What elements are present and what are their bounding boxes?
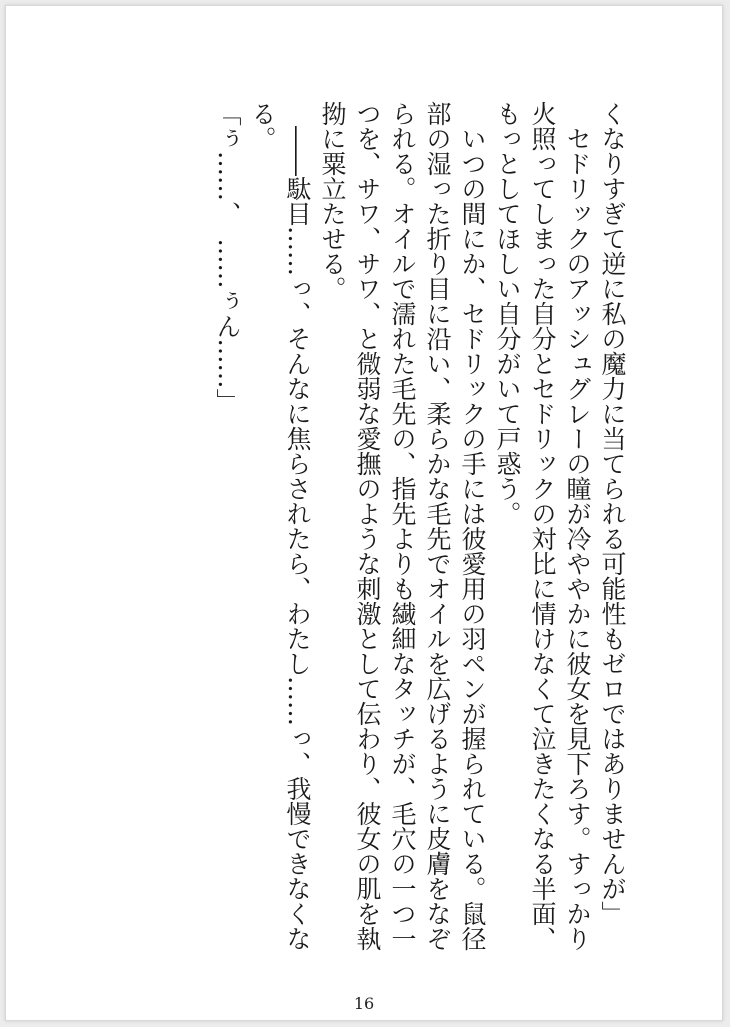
text-line-6: 部の湿った折り目に沿い、柔らかな毛先でオイルを広げるように皮膚をなぞ [423,101,452,951]
text-line-7: られる。オイルで濡れた毛先の、指先よりも繊細なタッチが、毛穴の一つ一 [388,101,417,951]
text-line-9: 拗に粟立たせる。 [318,101,347,301]
text-line-12: 「ぅ……、 ……ぅん……」 [213,101,242,414]
text-line-2: セドリックのアッシュグレーの瞳が冷ややかに彼女を見下ろす。すっかり [563,101,592,951]
vertical-body-text [210,101,630,951]
text-line-5: いつの間にか、セドリックの手には彼愛用の羽ペンが握られている。鼠径 [458,101,487,951]
text-line-1: くなりすぎて逆に私の魔力に当てられる可能性もゼロではありませんが」 [598,101,627,926]
text-line-8: つを、サワ、サワ、と微弱な愛撫のような刺激として伝わり、彼女の肌を執 [353,101,382,951]
text-line-10: ――駄目……っ、そんなに焦らされたら、わたし……っ、我慢できなくな [283,101,312,951]
text-line-11: る。 [248,101,277,151]
document-page [5,5,723,1021]
text-line-4: もっとしてほしい自分がいて戸惑う。 [493,101,522,526]
page-number: 16 [353,994,375,1013]
text-line-3: 火照ってしまった自分とセドリックの対比に情けなくて泣きたくなる半面、 [528,101,557,951]
